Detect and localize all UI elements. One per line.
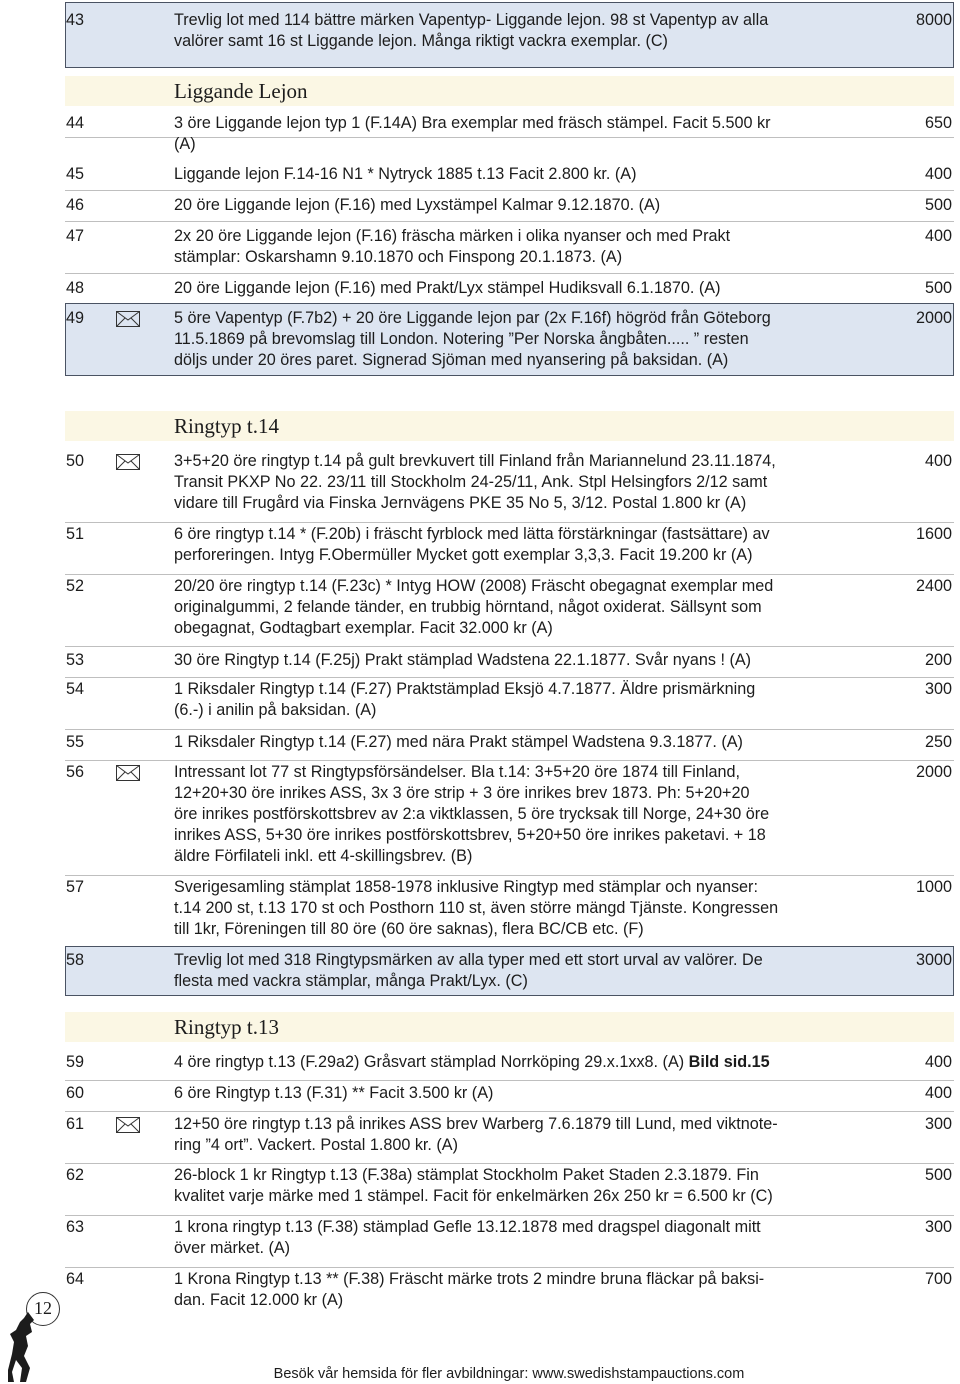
lot-description: 2x 20 öre Liggande lejon (F.16) fräscha märken i olika nyanser och med Prakt stämplar: Oskarshamn 9.10.1870 och Finspong 20.1.1873. (A): [174, 227, 731, 266]
lot-price: 400: [924, 227, 952, 245]
lot-description: 5 öre Vapentyp (F.7b2) + 20 öre Liggande lejon par (2x F.16f) högröd från Göteborg 11.5.1869 på brevomslag till London. Notering ”Per Norska ångbåten..... ” resten döljs under 20 öres paret. Signerad Sjöman med nyansering på baksidan. (A): [174, 309, 771, 369]
lot-price: 400: [924, 1084, 952, 1102]
lot-number: 48: [66, 279, 85, 297]
row-divider: [65, 729, 954, 730]
row-divider: [65, 522, 954, 523]
lot-number: 54: [66, 680, 85, 698]
row-divider: [65, 273, 954, 274]
lot-number: 58: [66, 951, 85, 969]
lot-description: 3+5+20 öre ringtyp t.14 på gult brevkuvert till Finland från Mariannelund 23.11.1874, Transit PKXP No 22. 23/11 till Stockholm 24-25/11, Ank. Stpl Helsingfors 2/12 samt vidare till Frugård via Finska Jernvägens PKE 35 No 5, 3/12. Postal 1.800 kr (A): [174, 452, 776, 512]
lot-price: 2000: [915, 763, 952, 781]
lot-description: Trevlig lot med 318 Ringtypsmärken av alla typer med ett stort urval av valörer. De flesta med vackra stämplar, många Prakt/Lyx. (C): [174, 951, 763, 990]
section-title-ringtyp-t13: Ringtyp t.13: [174, 1015, 280, 1039]
lot-number: 56: [66, 763, 85, 781]
lot-description: 12+50 öre ringtyp t.13 på inrikes ASS brev Warberg 7.6.1879 till Lund, med viktnote- ring ”4 ort”. Vackert. Postal 1.800 kr. (A): [174, 1115, 778, 1154]
lot-number: 53: [66, 651, 85, 669]
lot-description: 3 öre Liggande lejon typ 1 (F.14A) Bra exemplar med fräsch stämpel. Facit 5.500 kr (A): [174, 114, 771, 153]
row-divider: [65, 1111, 954, 1112]
lot-description: 20/20 öre ringtyp t.14 (F.23c) * Intyg HOW (2008) Fräscht obegagnat exemplar med originalgummi, 2 felande tänder, en trubbig hörntand, något oxiderat. Sällsynt som obegagnat, Godtagbart exemplar. Facit 32.000 kr (A): [174, 577, 774, 637]
lot-description: 1 Riksdaler Ringtyp t.14 (F.27) Praktstämplad Eksjö 4.7.1877. Äldre prismärkning (6.-) i anilin på baksidan. (A): [174, 680, 756, 719]
lot-description: 26-block 1 kr Ringtyp t.13 (F.38a) stämplat Stockholm Paket Staden 2.3.1879. Fin kvalitet varje märke med 1 stämpel. Facit för enkelmärken 26x 250 kr = 6.500 kr (C): [174, 1166, 773, 1205]
envelope-icon: [116, 765, 140, 781]
lot-price: 300: [924, 680, 952, 698]
lot-price: 3000: [915, 951, 952, 969]
lot-number: 50: [66, 452, 85, 470]
row-divider: [65, 1267, 954, 1268]
lot-price: 400: [924, 452, 952, 470]
lot-number: 55: [66, 733, 85, 751]
lot-number: 52: [66, 577, 85, 595]
row-divider: [65, 221, 954, 222]
lot-number: 45: [66, 165, 85, 183]
lot-description: Sverigesamling stämplat 1858-1978 inklusive Ringtyp med stämplar och nyanser: t.14 200 st, t.13 170 st och Posthorn 110 st, även större mängd Tjänste. Kongressen till 1kr, Föreningen till 80 öre (60 öre saknas), flera BC/CB etc. (F): [174, 878, 779, 938]
lot-number: 62: [66, 1166, 85, 1184]
row-divider: [65, 190, 954, 191]
lot-price: 1600: [915, 525, 952, 543]
lot-number: 44: [66, 114, 85, 132]
lot-description: Intressant lot 77 st Ringtypsförsändelser. Bla t.14: 3+5+20 öre 1874 till Finland, 12+20+30 öre inrikes ASS, 3x 3 öre strip + 3 öre inrikes brev 1873. Ph: 5+20+20 öre inrikes postförskottsbrev av 2:a viktklassen, 5 öre trycksak till Norge, 24+30 öre inrikes ASS, 5+30 öre inrikes postförskottsbrev, 5+20+50 öre inrikes paketavi. + 18 äldre Förfilateli inkl. ett 4-skillingsbrev. (B): [174, 763, 770, 865]
lot-number: 46: [66, 196, 85, 214]
lot-price: 2400: [915, 577, 952, 595]
row-divider: [65, 875, 954, 876]
row-divider: [65, 1080, 954, 1081]
row-divider: [65, 1215, 954, 1216]
envelope-icon: [116, 311, 140, 327]
lot-description: Liggande lejon F.14-16 N1 * Nytryck 1885 t.13 Facit 2.800 kr. (A): [174, 165, 637, 183]
lot-description: Trevlig lot med 114 bättre märken Vapentyp- Liggande lejon. 98 st Vapentyp av alla valörer samt 16 st Liggande lejon. Många riktigt vackra exemplar. (C): [174, 11, 769, 50]
lot-price: 300: [924, 1115, 952, 1133]
section-title-liggande-lejon: Liggande Lejon: [174, 79, 308, 103]
lot-description: 1 Riksdaler Ringtyp t.14 (F.27) med nära Prakt stämpel Wadstena 9.3.1877. (A): [174, 733, 743, 751]
row-divider: [65, 760, 954, 761]
lot-number: 57: [66, 878, 85, 896]
lot-number: 43: [66, 11, 85, 29]
lot-number: 51: [66, 525, 85, 543]
lot-price: 500: [924, 279, 952, 297]
lot-price: 300: [924, 1218, 952, 1236]
lot-price: 400: [924, 165, 952, 183]
lot-price: 8000: [915, 11, 952, 29]
lot-number: 60: [66, 1084, 85, 1102]
lot-description: 30 öre Ringtyp t.14 (F.25j) Prakt stämplad Wadstena 22.1.1877. Svår nyans ! (A): [174, 651, 752, 669]
lot-price: 500: [924, 196, 952, 214]
row-divider: [65, 574, 954, 575]
lot-description: 1 Krona Ringtyp t.13 ** (F.38) Fräscht märke trots 2 mindre bruna fläckar på baksi- dan. Facit 12.000 kr (A): [174, 1270, 765, 1309]
page-number: 12: [26, 1292, 60, 1326]
lot-number: 64: [66, 1270, 85, 1288]
lot-number: 49: [66, 309, 85, 327]
picture-reference: Bild sid.15: [688, 1053, 770, 1071]
lot-price: 500: [924, 1166, 952, 1184]
footer-text: Besök vår hemsida för fler avbildningar: www.swedishstampauctions.com: [273, 1366, 745, 1382]
section-title-ringtyp-t14: Ringtyp t.14: [174, 414, 280, 438]
lot-price: 400: [924, 1053, 952, 1071]
envelope-icon: [116, 1117, 140, 1133]
lot-price: 200: [924, 651, 952, 669]
envelope-icon: [116, 454, 140, 470]
lot-description: 6 öre Ringtyp t.13 (F.31) ** Facit 3.500 kr (A): [174, 1084, 494, 1102]
lot-description: 6 öre ringtyp t.14 * (F.20b) i fräscht fyrblock med lätta förstärkningar (fastsättare) av perforeringen. Intyg F.Obermüller Mycket gott exemplar 3,3,3. Facit 19.200 kr (A): [174, 525, 770, 564]
lot-price: 650: [924, 114, 952, 132]
lot-price: 250: [924, 733, 952, 751]
lot-description: 4 öre ringtyp t.13 (F.29a2) Gråsvart stämplad Norrköping 29.x.1xx8. (A) Bild sid.15: [174, 1053, 770, 1071]
row-divider: [65, 646, 954, 647]
lot-description: 1 krona ringtyp t.13 (F.38) stämplad Gefle 13.12.1878 med dragspel diagonalt mitt över märket. (A): [174, 1218, 761, 1257]
lot-number: 61: [66, 1115, 85, 1133]
lot-description: 20 öre Liggande lejon (F.16) med Prakt/Lyx stämpel Hudiksvall 6.1.1870. (A): [174, 279, 721, 297]
lot-price: 700: [924, 1270, 952, 1288]
row-divider: [65, 1163, 954, 1164]
lot-number: 47: [66, 227, 85, 245]
lot-description: 20 öre Liggande lejon (F.16) med Lyxstämpel Kalmar 9.12.1870. (A): [174, 196, 661, 214]
row-divider: [65, 677, 954, 678]
lot-number: 63: [66, 1218, 85, 1236]
lot-price: 2000: [915, 309, 952, 327]
lot-number: 59: [66, 1053, 85, 1071]
lot-price: 1000: [915, 878, 952, 896]
